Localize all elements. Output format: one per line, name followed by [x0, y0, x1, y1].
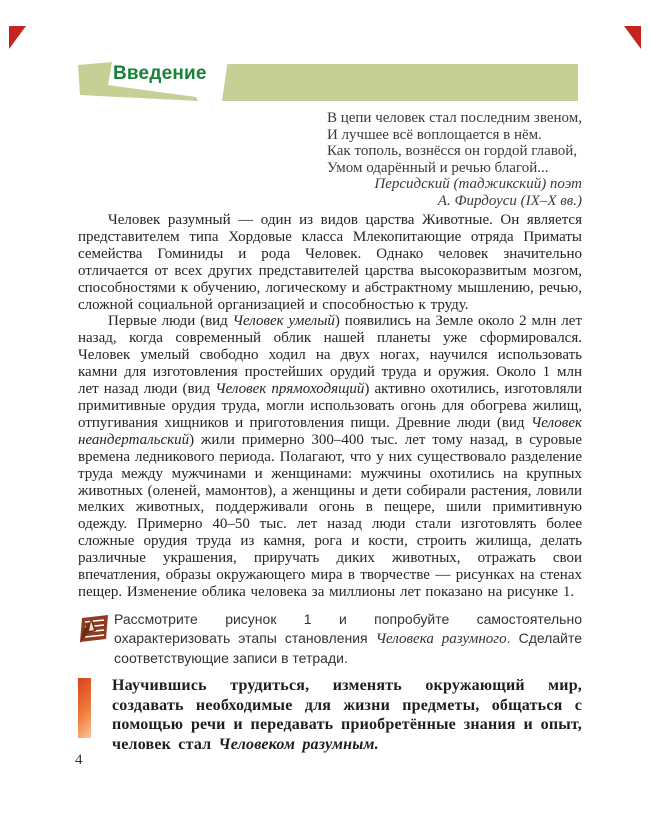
key-point-accent-bar [78, 678, 91, 738]
poem-attribution: А. Фирдоуси (IX–X вв.) [437, 192, 582, 209]
poem-line: В цепи человек стал последним звеном, [326, 110, 582, 126]
epigraph-poem [327, 110, 582, 210]
body-paragraph-2: Первые люди (вид Человек умелый) появились на Земле около 2 млн лет назад, когда современный облик нашей планеты уже сформировался. Человек умелый свободно ходил на двух ногах, научился использовать камни для изготовления простейших орудий труда и оружия. Около 1 млн лет назад люди (вид Человек прямоходящий) активно охотились, изготовляли примитивные орудия труда, могли использовать огонь для обогрева жилищ, отпугивания хищников и приготовления пищи. Древние люди (вид Человек неандертальский) жили примерно 300–400 тыс. лет тому назад, в суровые времена ледникового периода. Полагают, что у них существовало разделение труда между мужчинами и женщинами: мужчины охотились на крупных животных (оленей, мамонтов), а женщины и дети собирали растения, ловили мелких животных, поддерживали огонь в пещере, шили примитивную одежду. Примерно 40–50 тыс. лет назад люди стали изготовлять более сложные орудия труда из камня, рога и кости, строить жилища, делать различные украшения, приручать диких животных, отражать свои впечатления, образы окружающего мира в творчестве — рисунках на стенах пещер. Изменение облика человека за миллионы лет показано на рисунке 1. [78, 313, 582, 600]
body-text [78, 212, 582, 601]
poem-line: Умом одарённый и речью благой... [326, 159, 549, 176]
task-text: Рассмотрите рисунок 1 и попробуйте самостоятельно охарактеризовать этапы становления Человека разумного. Сделайте соответствующие записи в тетради. [114, 611, 583, 666]
task-block [78, 610, 582, 668]
poem-attribution: Персидский (таджикский) поэт [374, 176, 582, 193]
key-point-text: Научившись трудиться, изменять окружающий мир, создавать необходимые для жизни предметы, общаться с помощью речи и передавать приобретённые знания и опыт, человек стал Человеком разумным. [112, 677, 582, 753]
page-number: 4 [75, 752, 83, 768]
notebook-pencil-icon [78, 613, 110, 645]
poem-line: Как тополь, вознёсся он гордой главой, [326, 143, 578, 160]
poem-line: И лучшее всё воплощается в нём. [326, 126, 542, 143]
red-corner-triangle-left [9, 26, 26, 49]
body-paragraph-1: Человек разумный — один из видов царства Животные. Он является представителем типа Хордовые класса Млекопитающие отряда Приматы семейства Гоминиды и рода Человек. Однако человек значительно отличается от всех других представителей царства высокоразвитым мозгом, способностями к обучению, логическому и абстрактному мышлению, речью, сложной социальной организацией и способностью к труду. [78, 212, 582, 313]
section-title: Введение [113, 63, 207, 84]
red-corner-triangle-right [624, 26, 641, 49]
key-point-block [78, 676, 582, 754]
header-banner-strip [222, 64, 578, 101]
